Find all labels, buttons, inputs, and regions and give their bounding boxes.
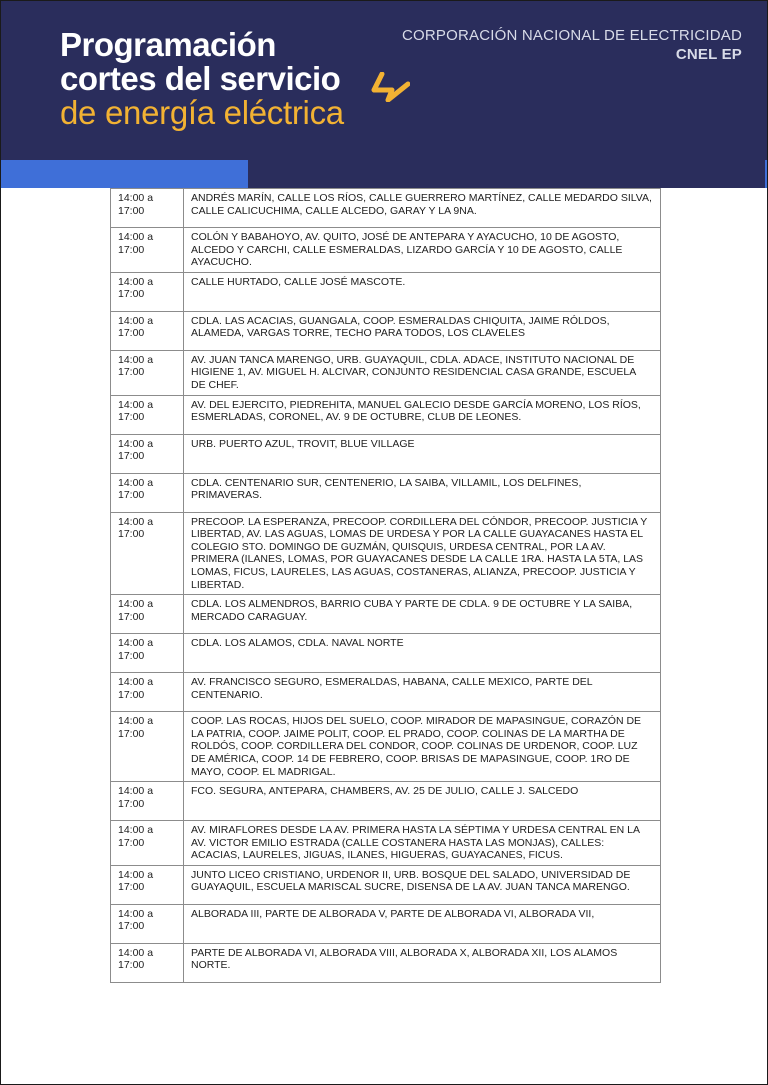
table-row [111,350,661,395]
affected-areas-cell: ANDRÉS MARÍN, CALLE LOS RÍOS, CALLE GUERRERO MARTÍNEZ, CALLE MEDARDO SILVA, CALLE CALICUCHIMA, CALLE ALCEDO, GARAY Y LA 9NA. [184,189,661,228]
header-banner [0,0,768,188]
affected-areas-cell: CALLE HURTADO, CALLE JOSÉ MASCOTE. [184,272,661,311]
title-line-2: cortes del servicio [60,60,341,97]
page-title [60,28,420,130]
affected-areas-cell: URB. PUERTO AZUL, TROVIT, BLUE VILLAGE [184,434,661,473]
table-row [111,311,661,350]
table-row [111,473,661,512]
time-range-cell: 14:00 a 17:00 [111,943,184,982]
affected-areas-cell: AV. DEL EJERCITO, PIEDREHITA, MANUEL GALECIO DESDE GARCÍA MORENO, LOS RÍOS, ESMERLADAS, CORONEL, AV. 9 DE OCTUBRE, CLUB DE LEONES. [184,395,661,434]
affected-areas-cell: AV. MIRAFLORES DESDE LA AV. PRIMERA HASTA LA SÉPTIMA Y URDESA CENTRAL EN LA AV. VICTOR EMILIO ESTRADA (CALLE COSTANERA HASTA LAS MONJAS), CALLES: ACACIAS, LAURELES, JIGUAS, ILANES, HIGUERAS, GUAYACANES, FICUS. [184,821,661,866]
time-range-cell: 14:00 a 17:00 [111,712,184,782]
lightning-bolt-icon [368,72,410,102]
affected-areas-cell: COOP. LAS ROCAS, HIJOS DEL SUELO, COOP. MIRADOR DE MAPASINGUE, CORAZÓN DE LA PATRIA, COOP. JAIME POLIT, COOP. EL PRADO, COOP. COLINAS DE LA MARTHA DE ROLDÓS, COOP. CORDILLERA DEL CONDOR, COOP. COLINAS DE URDENOR, COOP. LUZ DE AMÉRICA, COOP. 14 DE FEBRERO, COOP. BRISAS DE MAPASINGUE, COOP. 1RO DE MAYO, COOP. EL MADRIGAL. [184,712,661,782]
organization-name [402,26,742,64]
affected-areas-cell: CDLA. LOS ALMENDROS, BARRIO CUBA Y PARTE DE CDLA. 9 DE OCTUBRE Y LA SAIBA, MERCADO CARAGUAY. [184,595,661,634]
table-row [111,865,661,904]
table-row [111,595,661,634]
table-row [111,782,661,821]
time-range-cell: 14:00 a 17:00 [111,473,184,512]
table-row [111,821,661,866]
time-range-cell: 14:00 a 17:00 [111,673,184,712]
title-line-1: Programación [60,26,276,63]
organization-short-name: CNEL EP [675,46,742,63]
table-row [111,904,661,943]
schedule-body [111,189,661,983]
title-line-3: de energía eléctrica [60,94,344,131]
affected-areas-cell: FCO. SEGURA, ANTEPARA, CHAMBERS, AV. 25 DE JULIO, CALLE J. SALCEDO [184,782,661,821]
time-range-cell: 14:00 a 17:00 [111,272,184,311]
affected-areas-cell: CDLA. LAS ACACIAS, GUANGALA, COOP. ESMERALDAS CHIQUITA, JAIME RÓLDOS, ALAMEDA, VARGAS TORRE, TECHO PARA TODOS, LOS CLAVELES [184,311,661,350]
affected-areas-cell: PARTE DE ALBORADA VI, ALBORADA VIII, ALBORADA X, ALBORADA XII, LOS ALAMOS NORTE. [184,943,661,982]
time-range-cell: 14:00 a 17:00 [111,228,184,273]
table-row [111,272,661,311]
time-range-cell: 14:00 a 17:00 [111,595,184,634]
time-range-cell: 14:00 a 17:00 [111,782,184,821]
affected-areas-cell: AV. JUAN TANCA MARENGO, URB. GUAYAQUIL, CDLA. ADACE, INSTITUTO NACIONAL DE HIGIENE 1, AV. MIGUEL H. ALCIVAR, CONJUNTO RESIDENCIAL CASA GRANDE, ESCUELA DE CHEF. [184,350,661,395]
time-range-cell: 14:00 a 17:00 [111,634,184,673]
time-range-cell: 14:00 a 17:00 [111,311,184,350]
affected-areas-cell: JUNTO LICEO CRISTIANO, URDENOR II, URB. BOSQUE DEL SALADO, UNIVERSIDAD DE GUAYAQUIL, ESCUELA MARISCAL SUCRE, DISENSA DE LA AV. JUAN TANCA MARENGO. [184,865,661,904]
time-range-cell: 14:00 a 17:00 [111,821,184,866]
time-range-cell: 14:00 a 17:00 [111,904,184,943]
table-row [111,189,661,228]
organization-full-name: CORPORACIÓN NACIONAL DE ELECTRICIDAD [401,27,742,44]
affected-areas-cell: AV. FRANCISCO SEGURO, ESMERALDAS, HABANA, CALLE MEXICO, PARTE DEL CENTENARIO. [184,673,661,712]
table-row [111,943,661,982]
header-accent-bar [0,160,248,188]
affected-areas-cell: CDLA. CENTENARIO SUR, CENTENERIO, LA SAIBA, VILLAMIL, LOS DELFINES, PRIMAVERAS. [184,473,661,512]
affected-areas-cell: COLÓN Y BABAHOYO, AV. QUITO, JOSÉ DE ANTEPARA Y AYACUCHO, 10 DE AGOSTO, ALCEDO Y CARCHI, CALLE ESMERALDAS, LIZARDO GARCÍA Y 10 DE AGOSTO, CALLE AYACUCHO. [184,228,661,273]
time-range-cell: 14:00 a 17:00 [111,395,184,434]
table-row [111,712,661,782]
affected-areas-cell: ALBORADA III, PARTE DE ALBORADA V, PARTE DE ALBORADA VI, ALBORADA VII, [184,904,661,943]
time-range-cell: 14:00 a 17:00 [111,189,184,228]
time-range-cell: 14:00 a 17:00 [111,865,184,904]
affected-areas-cell: PRECOOP. LA ESPERANZA, PRECOOP. CORDILLERA DEL CÓNDOR, PRECOOP. JUSTICIA Y LIBERTAD, AV. LAS AGUAS, LOMAS DE URDESA Y POR LA CALLE GUAYACANES HASTA EL COLEGIO STO. DOMINGO DE GUZMÁN, QUISQUIS, URDESA CENTRAL, POR LA AV. PRIMERA (ILANES, LOMAS, POR GUAYACANES DESDE LA CALLE 1RA. HASTA LA 5TA, LAS LOMAS, FICUS, LAURELES, LAS AGUAS, COSTANERAS, ALIANZA, PRECOOP. JUSTICIA Y LIBERTAD. [184,512,661,595]
table-row [111,634,661,673]
table-row [111,512,661,595]
table-row [111,673,661,712]
time-range-cell: 14:00 a 17:00 [111,512,184,595]
table-row [111,434,661,473]
time-range-cell: 14:00 a 17:00 [111,434,184,473]
outage-schedule-table [110,188,661,983]
table-row [111,395,661,434]
table-row [111,228,661,273]
time-range-cell: 14:00 a 17:00 [111,350,184,395]
affected-areas-cell: CDLA. LOS ALAMOS, CDLA. NAVAL NORTE [184,634,661,673]
